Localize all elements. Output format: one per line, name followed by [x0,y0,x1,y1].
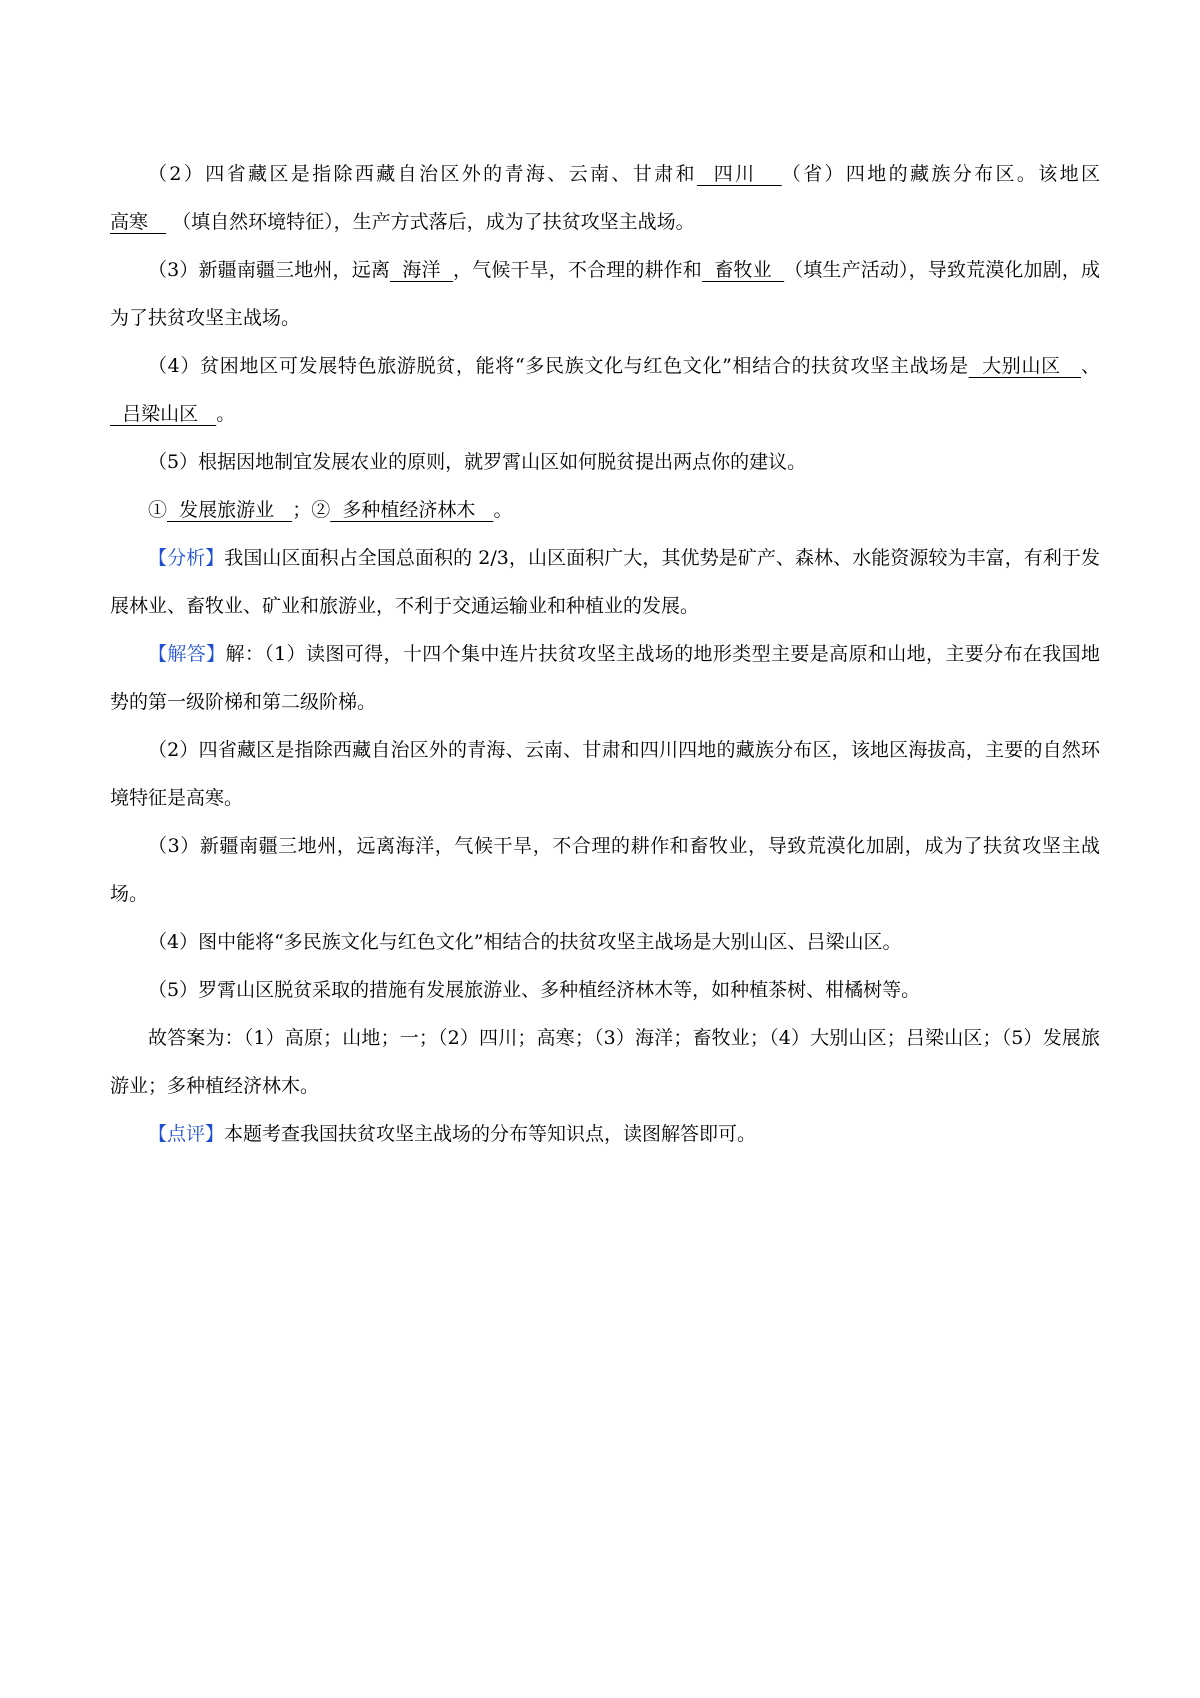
q2-answer-environment: 高寒 [110,211,167,233]
q5-marker-1: ① [148,499,168,521]
answer-part-5: （5）罗霄山区脱贫采取的措施有发展旅游业、多种植经济林木等，如种植茶树、柑橘树等。 [148,979,921,1001]
answer-part-1: 解：（1）读图可得，十四个集中连片扶贫攻坚主战场的地形类型主要是高原和山地，主要分布在我国地势的第一级阶梯和第二级阶梯。 [110,643,1100,713]
q5-marker-2: ；② [292,499,331,521]
question-3 [110,246,1100,342]
q2-text-a: （2）四省藏区是指除西藏自治区外的青海、云南、甘肃和 [148,163,697,185]
q4-answer-lvliang: 吕梁山区 [110,403,217,425]
q2-text-b: （省）四地的藏族分布区。该地区 [781,163,1100,185]
answer-part-3: （3）新疆南疆三地州，远离海洋，气候干旱，不合理的耕作和畜牧业，导致荒漠化加剧，成为了扶贫攻坚主战场。 [110,835,1100,905]
comment-tag: 【点评】 [148,1123,225,1145]
question-5 [110,438,1100,486]
q4-text-c: 。 [216,403,236,425]
final-answer-para [110,1014,1100,1110]
q3-text-c: （填生产活动），导致荒漠化加剧，成为了扶贫攻坚主战场。 [110,259,1100,329]
final-answer: 故答案为：（1）高原；山地；一；（2）四川；高寒；（3）海洋；畜牧业；（4）大别山区；吕梁山区；（5）发展旅游业；多种植经济林木。 [110,1027,1100,1097]
question-5-answers [110,486,1100,534]
q2-text-c: （填自然环境特征），生产方式落后，成为了扶贫攻坚主战场。 [166,211,695,233]
q5-answer-trees: 多种植经济林木 [330,499,494,521]
answer-part-3-para [110,822,1100,918]
question-2 [110,150,1100,246]
q4-answer-dabie: 大别山区 [968,355,1081,377]
q5-text: （5）根据因地制宜发展农业的原则，就罗霄山区如何脱贫提出两点你的建议。 [148,451,807,473]
analysis-section [110,534,1100,630]
answer-part-4: （4）图中能将“多民族文化与红色文化”相结合的扶贫攻坚主战场是大别山区、吕梁山区。 [148,931,902,953]
comment-text: 本题考查我国扶贫攻坚主战场的分布等知识点，读图解答即可。 [224,1123,757,1145]
q5-answer-tourism: 发展旅游业 [167,499,293,521]
comment-section [110,1110,1100,1158]
answer-section [110,630,1100,726]
answer-tag: 【解答】 [148,643,226,665]
analysis-tag: 【分析】 [148,547,225,569]
question-4 [110,342,1100,438]
q4-text-a: （4）贫困地区可发展特色旅游脱贫，能将“多民族文化与红色文化”相结合的扶贫攻坚主战场是 [148,355,969,377]
q4-text-b: 、 [1080,355,1100,377]
answer-part-2: （2）四省藏区是指除西藏自治区外的青海、云南、甘肃和四川四地的藏族分布区，该地区海拔高，主要的自然环境特征是高寒。 [110,739,1100,809]
q3-answer-ocean: 海洋 [390,259,454,281]
q5-text-end: 。 [493,499,513,521]
q2-answer-province: 四川 [696,163,782,185]
answer-part-2-para [110,726,1100,822]
answer-part-5-para [110,966,1100,1014]
q3-text-a: （3）新疆南疆三地州，远离 [148,259,390,281]
q3-text-b: ，气候干旱，不合理的耕作和 [453,259,702,281]
analysis-text: 我国山区面积占全国总面积的 2/3，山区面积广大，其优势是矿产、森林、水能资源较为丰富，有利于发展林业、畜牧业、矿业和旅游业，不利于交通运输业和种植业的发展。 [110,547,1100,617]
answer-part-4-para [110,918,1100,966]
q3-answer-activity: 畜牧业 [701,259,785,281]
document-page [110,150,1100,1158]
